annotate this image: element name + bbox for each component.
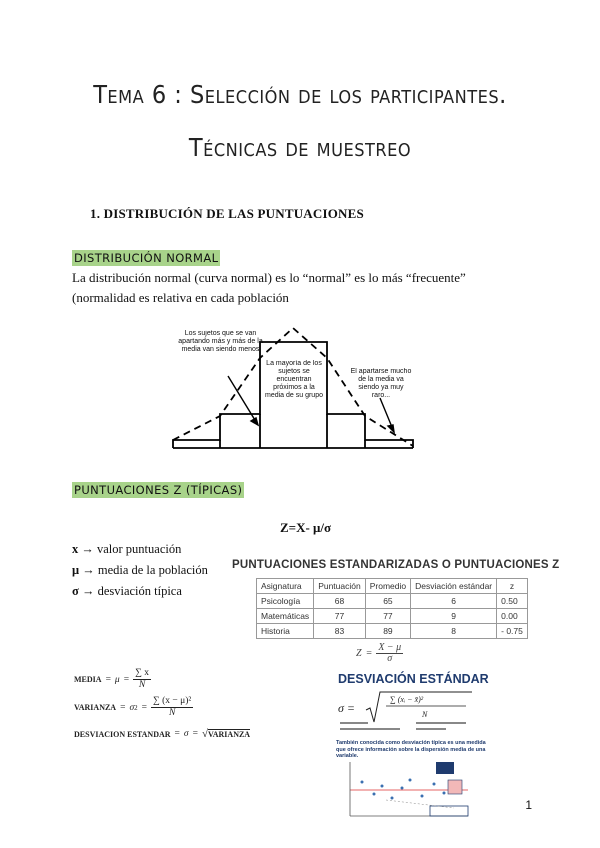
z-formula-num: X − μ [378,642,402,653]
normal-distribution-diagram [170,322,425,457]
table-row [257,609,528,624]
legend-mu-text: → media de la población [82,563,208,577]
cell: 89 [365,624,410,639]
svg-text:σ =: σ = [338,701,356,715]
z-th-puntuacion: Puntuación [314,579,366,594]
z-th-z: z [497,579,528,594]
section-heading: 1. DISTRIBUCIÓN DE LAS PUNTUACIONES [90,206,364,221]
legend-x-text: → valor puntuación [81,542,182,556]
media-mu: μ [114,674,120,685]
desviacion-formula: DESVIACION ESTANDAR = σ = √ VARIANZA [74,728,251,740]
media-label: MEDIA [74,675,102,684]
legend-sigma-text: → desviación típica [81,584,182,598]
note-right: El apartarse mucho de la media va siendo ya muy raro... [350,368,412,399]
stddev-legend-graphic [336,720,476,738]
legend-mu-symbol: μ [72,563,80,577]
varianza-den: N [168,708,176,718]
stddev-title: DESVIACIÓN ESTÁNDAR [338,672,489,686]
note-center: La mayoría de los sujetos se encuentran próximos a la media de su grupo [265,360,323,399]
cell: 6 [411,594,497,609]
note-left: Los sujetos que se van apartando más y más de la media van siendo menos [178,330,263,353]
legend-mu [72,563,208,578]
cell: 77 [365,609,410,624]
cell: 0.00 [497,609,528,624]
cell: - 0.75 [497,624,528,639]
z-formula-z: Z [356,648,362,659]
cell: 83 [314,624,366,639]
cell: Historia [257,624,314,639]
svg-text:∑ (xᵢ − x̄)²: ∑ (xᵢ − x̄)² [390,695,424,704]
legend-sigma-symbol: σ [72,584,79,598]
cell: Psicología [257,594,314,609]
cell: Matemáticas [257,609,314,624]
page-number: 1 [525,798,532,812]
formulas-image [74,660,264,750]
z-formula-image: Z = $\frac{X - \mu}{\sigma}$ [356,642,402,664]
normal-paragraph: La distribución normal (curva normal) es lo “normal” es lo más “frecuente” (normalidad es relativa en cada población [72,270,466,305]
stddev-caption: También conocida como desviación típica es una medida que ofrece información sobre la dispersión media de una variable. [336,740,486,759]
desviacion-word: VARIANZA [208,730,251,739]
varianza-num: ∑ (x − μ)² [153,696,192,706]
desviacion-sigma: σ [183,729,189,739]
normal-highlight: DISTRIBUCIÓN NORMAL [74,251,219,265]
varianza-label: VARIANZA [74,703,117,712]
z-table [256,578,528,639]
cell: 0.50 [497,594,528,609]
media-den: N [138,680,146,690]
legend-x [72,542,181,557]
z-scores-label [72,481,244,499]
z-formula: Z=X- μ/σ [280,520,332,535]
desviacion-label: DESVIACION ESTANDAR [74,729,171,739]
table-row [257,594,528,609]
stddev-scatter-graphic [344,760,474,818]
cell: 8 [411,624,497,639]
page-title-line2: Técnicas de muestreo [188,133,412,162]
media-num: ∑ x [135,668,149,678]
z-th-asignatura: Asignatura [257,579,314,594]
z-th-promedio: Promedio [365,579,410,594]
cell: 68 [314,594,366,609]
varianza-formula: VARIANZA = σ 2 = $\frac{\text{∑ (x − μ)²}}{N}$ [74,696,192,718]
varianza-sigma: σ [129,702,135,713]
page-title-line1: Tema 6 : Selección de los participantes. [93,80,507,109]
normal-distribution-label [72,249,220,267]
cell: 77 [314,609,366,624]
z-th-desviacion: Desviación estándar [411,579,497,594]
z-highlight: PUNTUACIONES Z (TÍPICAS) [74,483,243,497]
media-formula: MEDIA = μ = $\frac{\sum x}{N}$ [74,668,149,690]
legend-sigma [72,584,182,599]
cell: 9 [411,609,497,624]
svg-text:N: N [422,710,428,719]
z-formula-den: σ [387,653,393,664]
cell: 65 [365,594,410,609]
table-row [257,624,528,639]
legend-x-symbol: x [72,542,79,556]
z-table-header [257,579,528,594]
z-table-title: PUNTUACIONES ESTANDARIZADAS O PUNTUACIONES Z [232,559,560,571]
